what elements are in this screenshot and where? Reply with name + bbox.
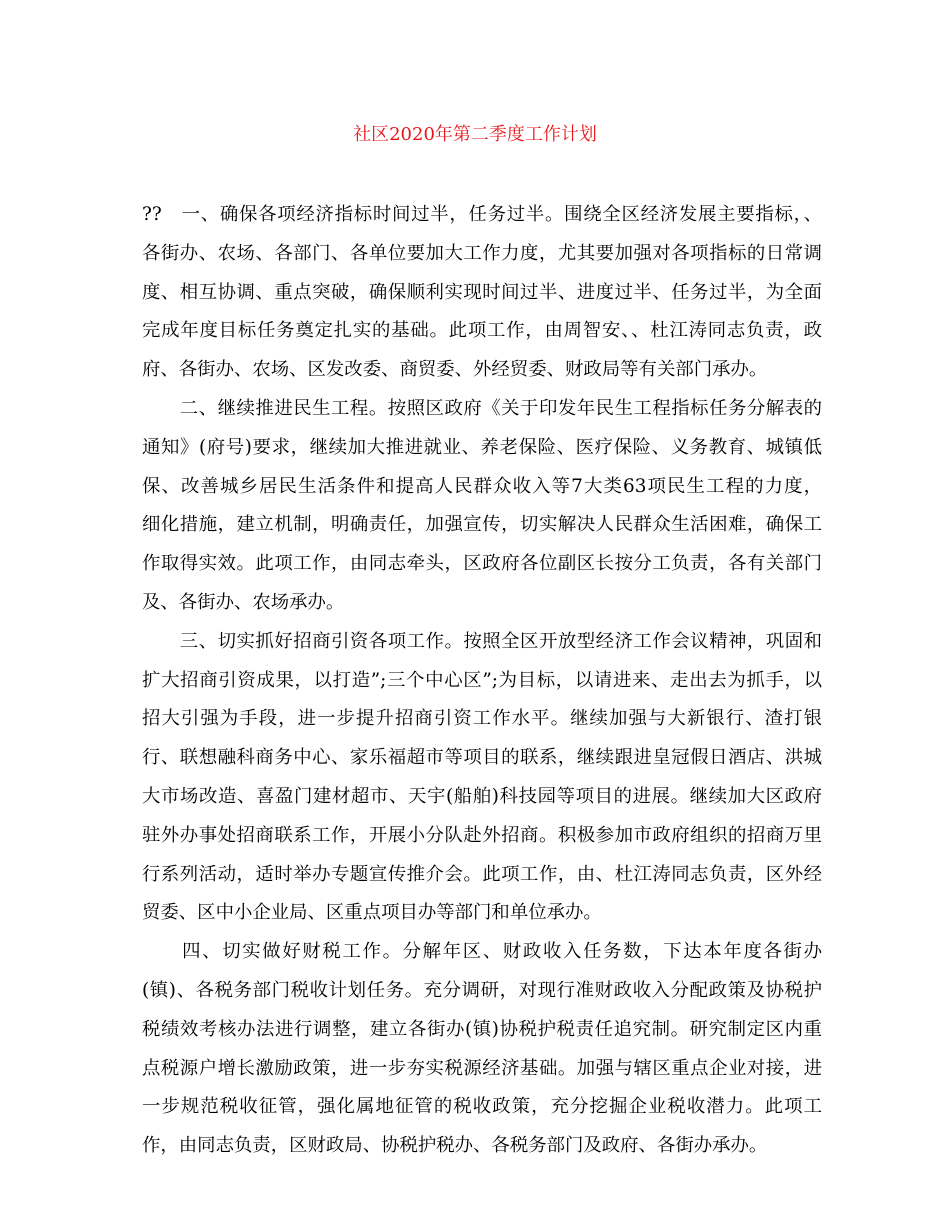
body-line: 税绩效考核办法进行调整，建立各街办(镇)协税护税责任追究制。研究制定区内重 xyxy=(142,1018,822,1040)
body-line: 细化措施，建立机制，明确责任，加强宣传，切实解决人民群众生活困难，确保工 xyxy=(142,514,822,536)
body-line: 各街办、农场、各部门、各单位要加大工作力度，尤其要加强对各项指标的日常调 xyxy=(142,242,822,264)
body-line: ?? 一、确保各项经济指标时间过半，任务过半。围绕全区经济发展主要指标，、 xyxy=(142,204,822,225)
body-line: 四、切实做好财税工作。分解年区、财政收入任务数，下达本年度各街办 xyxy=(142,941,822,963)
body-line: 及、各街办、农场承办。 xyxy=(142,592,345,613)
body-line: 点税源户增长激励政策，进一步夯实税源经济基础。加强与辖区重点企业对接，进 xyxy=(142,1057,822,1079)
body-line: 行系列活动，适时举办专题宣传推介会。此项工作，由、杜江涛同志负责，区外经 xyxy=(142,863,822,885)
body-line: 招大引强为手段，进一步提升招商引资工作水平。继续加强与大新银行、渣打银 xyxy=(142,708,822,730)
body-line: 完成年度目标任务奠定扎实的基础。此项工作，由周智安、、杜江涛同志负责，政 xyxy=(142,320,822,342)
body-line: 三、切实抓好招商引资各项工作。按照全区开放型经济工作会议精神，巩固和 xyxy=(142,630,822,652)
body-line: 扩大招商引资成果，以打造”;三个中心区”;为目标，以请进来、走出去为抓手，以 xyxy=(142,669,822,691)
body-line: 通知》(府号)要求，继续加大推进就业、养老保险、医疗保险、义务教育、城镇低 xyxy=(142,436,822,458)
body-line: 度、相互协调、重点突破，确保顺利实现时间过半、进度过半、任务过半，为全面 xyxy=(142,281,822,303)
body-line: 作，由同志负责，区财政局、协税护税办、各税务部门及政府、各街办承办。 xyxy=(142,1135,768,1157)
document-title: 社区2020年第二季度工作计划 xyxy=(353,124,597,145)
body-line: 驻外办事处招商联系工作，开展小分队赴外招商。积极参加市政府组织的招商万里 xyxy=(142,824,822,846)
body-line: 二、继续推进民生工程。按照区政府《关于印发年民生工程指标任务分解表的 xyxy=(142,398,822,419)
body-line: (镇)、各税务部门税收计划任务。充分调研，对现行准财政收入分配政策及协税护 xyxy=(142,980,822,1001)
body-line: 作取得实效。此项工作，由同志牵头，区政府各位副区长按分工负责，各有关部门 xyxy=(142,553,822,575)
body-line: 大市场改造、喜盈门建材超市、天宇(船舶)科技园等项目的进展。继续加大区政府 xyxy=(142,786,822,807)
body-line: 贸委、区中小企业局、区重点项目办等部门和单位承办。 xyxy=(142,902,602,924)
body-line: 府、各街办、农场、区发改委、商贸委、外经贸委、财政局等有关部门承办。 xyxy=(142,359,768,381)
body-line: 行、联想融科商务中心、家乐福超市等项目的联系，继续跟进皇冠假日酒店、洪城 xyxy=(142,747,822,769)
body-line: 保、改善城乡居民生活条件和提高人民群众收入等7大类63项民生工程的力度， xyxy=(142,475,822,497)
body-line: 一步规范税收征管，强化属地征管的税收政策，充分挖掘企业税收潜力。此项工 xyxy=(142,1096,822,1118)
